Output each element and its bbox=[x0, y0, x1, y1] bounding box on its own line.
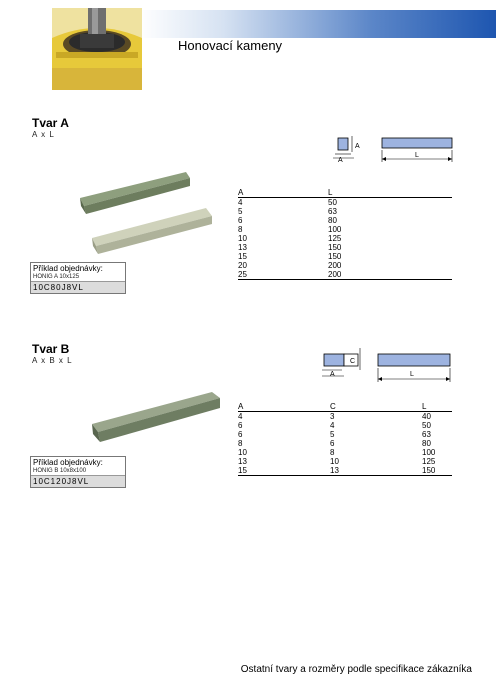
table-cell: 4 bbox=[330, 421, 335, 430]
table-row bbox=[238, 430, 452, 439]
table-row bbox=[238, 225, 452, 234]
table-row bbox=[238, 216, 452, 225]
table-cell: 125 bbox=[422, 457, 436, 466]
table-row bbox=[238, 198, 452, 208]
table-row bbox=[238, 261, 452, 270]
table-cell: 13 bbox=[330, 466, 422, 476]
stones-a-image bbox=[78, 168, 218, 260]
table-cell: 80 bbox=[328, 216, 337, 225]
table-cell: 15 bbox=[238, 252, 247, 261]
shape-b-side-view bbox=[378, 354, 450, 366]
table-cell: 6 bbox=[238, 421, 243, 430]
table-cell: 25 bbox=[238, 270, 328, 280]
col-l-header: L bbox=[422, 402, 452, 412]
table-cell: 13 bbox=[238, 457, 247, 466]
shape-a-label-bottom: A bbox=[338, 157, 343, 164]
table-cell: 50 bbox=[422, 421, 431, 430]
table-cell: 8 bbox=[238, 225, 243, 234]
order-code: 10C80J8VL bbox=[31, 281, 125, 293]
page-title: Honovací kameny bbox=[178, 38, 283, 53]
table-row bbox=[238, 234, 452, 243]
table-cell: 100 bbox=[422, 448, 436, 457]
table-cell: 200 bbox=[328, 261, 342, 270]
section-b-title: Tvar B bbox=[32, 342, 70, 356]
shape-b-diagram bbox=[318, 346, 454, 386]
table-cell: 8 bbox=[238, 439, 243, 448]
order-example-a bbox=[30, 262, 126, 294]
order-example: HONIG A 10x125 bbox=[33, 274, 80, 280]
table-cell: 63 bbox=[328, 207, 337, 216]
table-row bbox=[238, 412, 452, 422]
table-row bbox=[238, 270, 452, 280]
table-cell: 40 bbox=[422, 412, 431, 421]
table-cell: 150 bbox=[328, 252, 342, 261]
table-cell: 6 bbox=[330, 439, 335, 448]
table-cell: 6 bbox=[238, 216, 243, 225]
shape-a-label-side: A bbox=[355, 143, 360, 150]
stone-b-image bbox=[90, 388, 230, 444]
order-example-b bbox=[30, 456, 126, 488]
section-b-subtitle: A x B x L bbox=[32, 356, 73, 365]
table-cell: 10 bbox=[238, 234, 247, 243]
size-table-b bbox=[238, 402, 452, 476]
order-code: 10C120J8VL bbox=[31, 475, 125, 487]
table-cell: 3 bbox=[330, 412, 335, 421]
table-row bbox=[238, 448, 452, 457]
section-a-subtitle: A x L bbox=[32, 130, 55, 139]
table-row bbox=[238, 439, 452, 448]
order-example: HONIG B 10x8x100 bbox=[33, 468, 87, 474]
table-cell: 80 bbox=[422, 439, 431, 448]
table-cell: 50 bbox=[328, 198, 337, 207]
honing-tool-photo bbox=[52, 8, 142, 90]
table-cell: 5 bbox=[330, 430, 335, 439]
order-title: Příklad objednávky: bbox=[33, 264, 103, 273]
shape-a-side-view bbox=[382, 138, 452, 148]
section-a-title: Tvar A bbox=[32, 116, 69, 130]
table-cell: 63 bbox=[422, 430, 431, 439]
table-cell: 4 bbox=[238, 198, 243, 207]
table-cell: 15 bbox=[238, 466, 330, 476]
table-row bbox=[238, 457, 452, 466]
col-a-header: A bbox=[238, 188, 328, 198]
order-title: Příklad objednávky: bbox=[33, 458, 103, 467]
col-l-header: L bbox=[328, 188, 452, 198]
table-cell: 6 bbox=[238, 430, 243, 439]
col-c-header: C bbox=[330, 402, 422, 412]
table-cell: 20 bbox=[238, 261, 247, 270]
shape-a-label-l: L bbox=[415, 152, 419, 159]
table-row bbox=[238, 466, 452, 476]
table-row bbox=[238, 252, 452, 261]
shape-a-cross-section bbox=[338, 138, 348, 150]
table-cell: 150 bbox=[328, 243, 342, 252]
shape-b-label-l: L bbox=[410, 371, 414, 378]
table-cell: 10 bbox=[330, 457, 339, 466]
shape-b-label-c: C bbox=[350, 358, 356, 365]
table-cell: 13 bbox=[238, 243, 247, 252]
table-cell: 8 bbox=[330, 448, 335, 457]
shape-a-diagram bbox=[330, 126, 456, 166]
table-row bbox=[238, 243, 452, 252]
table-row bbox=[238, 421, 452, 430]
col-a-header: A bbox=[238, 402, 330, 412]
table-cell: 10 bbox=[238, 448, 247, 457]
table-cell: 125 bbox=[328, 234, 342, 243]
size-table-a bbox=[238, 188, 452, 280]
shape-b-label-a: A bbox=[330, 371, 335, 378]
table-cell: 200 bbox=[328, 270, 452, 280]
table-cell: 100 bbox=[328, 225, 342, 234]
footer-note: Ostatní tvary a rozměry podle specifikace zákazníka bbox=[240, 664, 472, 675]
shape-b-cross-section bbox=[324, 354, 344, 366]
table-cell: 150 bbox=[422, 466, 452, 476]
table-cell: 5 bbox=[238, 207, 243, 216]
table-cell: 4 bbox=[238, 412, 243, 421]
table-row bbox=[238, 207, 452, 216]
